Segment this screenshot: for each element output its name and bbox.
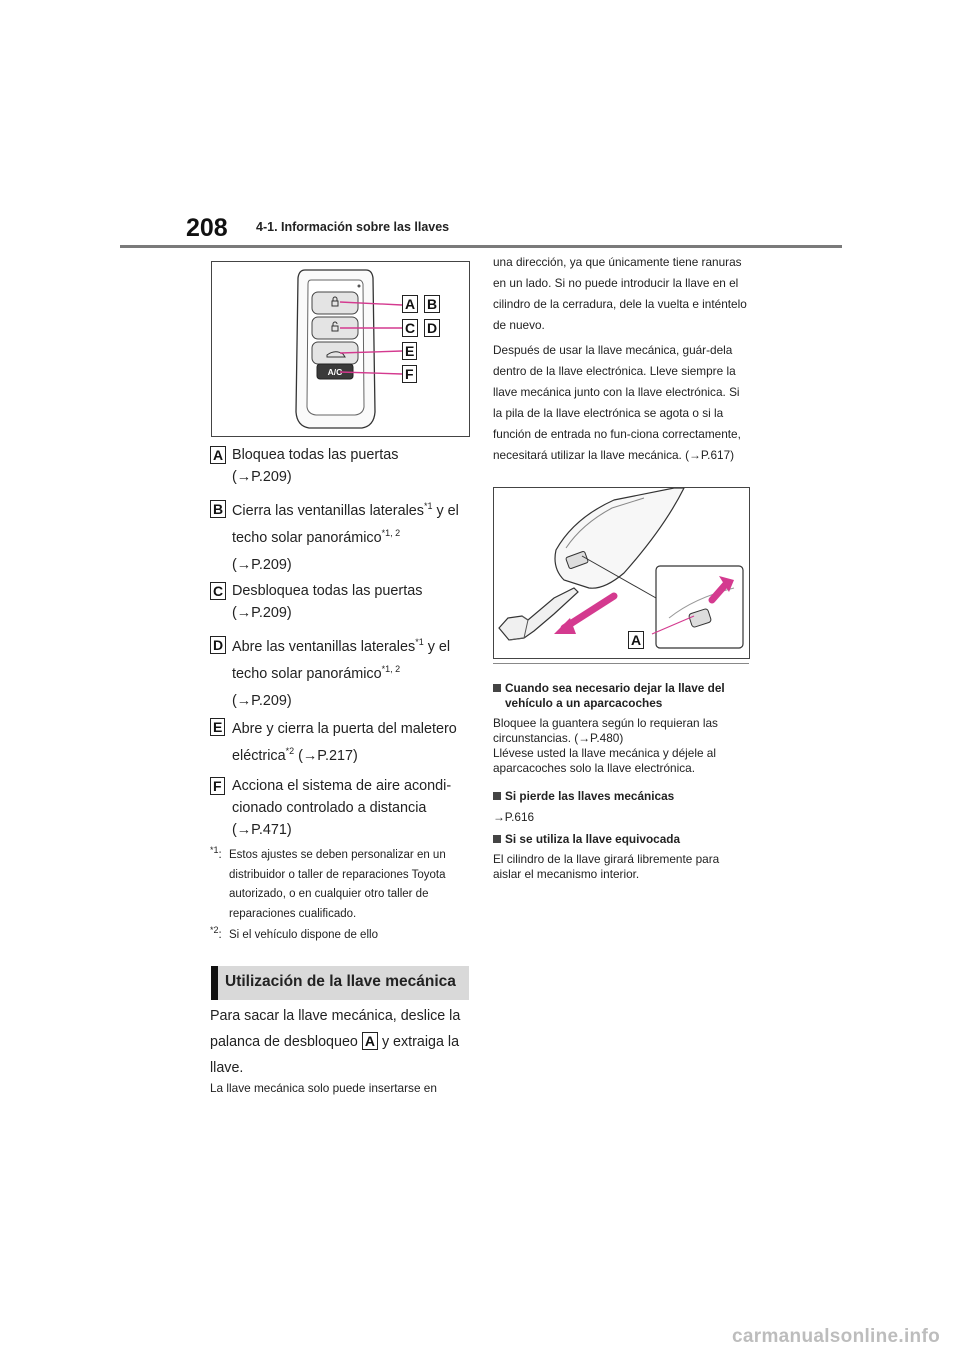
footnote-2-mark: *2	[210, 925, 219, 936]
heading-text: Utilización de la llave mecánica	[225, 973, 456, 990]
watermark: carmanualsonline.info	[732, 1326, 940, 1347]
body-intro-tag: A	[362, 1032, 378, 1050]
mechanical-key-figure	[493, 487, 750, 659]
item-f-line-1: Acciona el sistema de aire acondi-	[232, 778, 452, 794]
page-number: 208	[186, 214, 228, 242]
item-d-tag: D	[210, 636, 226, 654]
fig1-label-c: C	[402, 319, 418, 337]
footnote-1: $^{*1}$: Estos ajustes se deben personalizar en un distribuidor o taller de reparaciones Toyota autorizado, o en cualquier otro taller de reparaciones cualificado.	[210, 846, 472, 924]
item-d-sup-1: *1	[415, 637, 424, 648]
item-c-text: Desbloquea todas las puertas	[232, 583, 423, 599]
item-d-ref: (→P.209)	[232, 693, 292, 709]
item-c	[210, 580, 472, 629]
note-square-icon	[493, 835, 501, 843]
fig1-label-f: F	[402, 365, 417, 383]
note-square-icon	[493, 792, 501, 800]
item-e-sup: *2	[285, 746, 295, 757]
body-intro-text-2: y extraiga la llave.	[210, 1034, 460, 1076]
right-para-2-text: Después de usar la llave mecánica, guár-dela dentro de la llave electrónica. Lleve siempre la llave mecánica junto con la llave electrónica. Si la pila de la llave electrónica se agota o si la función de entrada no fun-ciona correctamente, necesitará utilizar la llave mecánica. (→P.617)	[493, 343, 741, 462]
note-lost-keys	[493, 789, 749, 825]
item-e-tag: E	[210, 718, 225, 736]
fig1-label-d: D	[424, 319, 440, 337]
item-d-sup-2: *1, 2	[381, 664, 401, 675]
fig1-label-e: E	[402, 342, 417, 360]
mechanical-key-illustration	[494, 488, 749, 658]
note-square-icon	[493, 684, 501, 692]
note-lost-keys-title: Si pierde las llaves mecánicas	[505, 789, 675, 803]
item-d-text-2: y el techo solar panorámico	[232, 639, 451, 682]
footnote-1-mark: *1	[210, 845, 219, 856]
item-a-ref: (→P.209)	[232, 469, 292, 485]
footnote-2: $^{*2}$: Si el vehículo dispone de ello	[210, 926, 472, 946]
item-b-text-2: y el techo solar panorámico	[232, 503, 459, 546]
item-b-sup-2: *1, 2	[381, 528, 401, 539]
footnote-1-text: Estos ajustes se deben personalizar en un distribuidor o taller de reparaciones Toyota autorizado, o en cualquier otro taller de reparaciones cualificado.	[229, 849, 446, 920]
header-rule	[120, 245, 842, 248]
item-a-tag: A	[210, 446, 226, 464]
note-valet	[493, 681, 749, 776]
body-intro-text-1: Para sacar la llave mecánica, deslice la palanca de desbloqueo	[210, 1008, 461, 1050]
section-heading	[211, 966, 469, 1000]
item-f-ref: (→P.471)	[232, 822, 292, 838]
note-valet-title: Cuando sea necesario dejar la llave del vehículo a un aparcacoches	[505, 681, 725, 710]
fig1-label-a: A	[402, 295, 418, 313]
right-para-1	[493, 252, 749, 336]
smart-key-figure	[211, 261, 470, 437]
item-d	[210, 634, 472, 720]
item-b-ref: (→P.209)	[232, 557, 292, 573]
item-c-tag: C	[210, 582, 226, 600]
note-valet-body: Bloquee la guantera según lo requieran las circunstancias. (→P.480) Llévese usted la llave mecánica y déjele al aparcacoches solo la llave electrónica.	[493, 716, 718, 775]
note-wrong-key-title: Si se utiliza la llave equivocada	[505, 832, 681, 846]
right-para-2	[493, 340, 749, 466]
smart-key-illustration	[212, 262, 469, 436]
item-b-sup-1: *1	[423, 501, 433, 512]
item-a-text: Bloquea todas las puertas	[232, 447, 399, 463]
item-e-text-2: (→P.217)	[294, 748, 358, 764]
section-title: 4-1. Información sobre las llaves	[256, 220, 450, 234]
item-b-text-1: Cierra las ventanillas laterales	[232, 503, 424, 519]
body-intro	[210, 1003, 472, 1081]
item-f-tag: F	[210, 777, 225, 795]
heading-bar	[211, 966, 218, 1000]
right-para-1-text: una dirección, ya que únicamente tiene ranuras en un lado. Si no puede introducir la llave en el cilindro de la cerradura, dele la vuelta e inténtelo de nuevo.	[493, 255, 747, 332]
note-wrong-key	[493, 832, 749, 882]
item-e	[210, 716, 472, 775]
item-a	[210, 444, 472, 493]
ac-button-label: A/C	[327, 367, 343, 377]
fig1-label-b: B	[424, 295, 440, 313]
item-c-ref: (→P.209)	[232, 605, 292, 621]
notes-separator	[493, 663, 749, 664]
item-d-text-1: Abre las ventanillas laterales	[232, 639, 416, 655]
item-b-tag: B	[210, 500, 226, 518]
item-e-text-1: Abre y cierra la puerta del maletero eléctrica	[232, 721, 457, 764]
note-wrong-key-body: El cilindro de la llave girará libremente para aislar el mecanismo interior.	[493, 852, 720, 881]
item-f	[210, 775, 472, 846]
note-lost-keys-body: →P.616	[493, 810, 535, 824]
item-f-line-2: cionado controlado a distancia	[232, 800, 427, 816]
item-b	[210, 498, 472, 584]
body-small: La llave mecánica solo puede insertarse en	[210, 1081, 437, 1095]
fig2-label-a: A	[628, 631, 644, 649]
footnote-2-text: Si el vehículo dispone de ello	[229, 929, 378, 941]
